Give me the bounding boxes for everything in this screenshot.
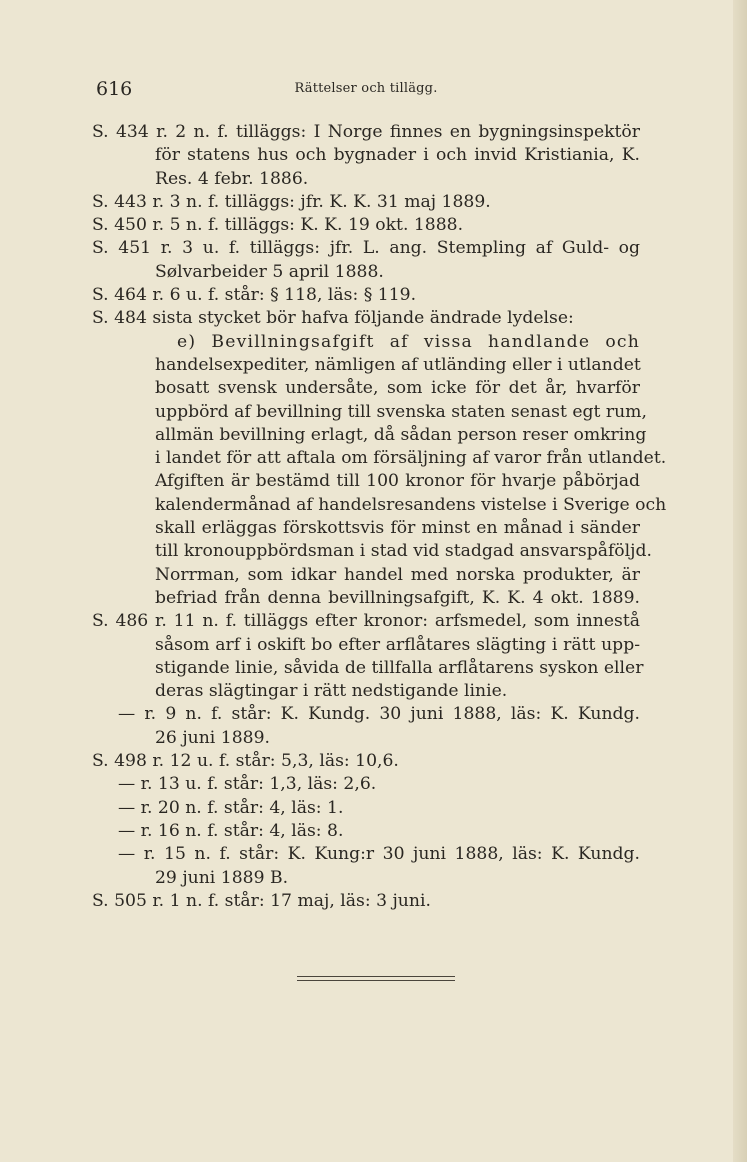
text-line: deras slägtingar i rätt nedstigande linie. xyxy=(155,681,508,702)
text-line: Sølvarbeider 5 april 1888. xyxy=(155,261,384,282)
text-line: Afgiften är bestämd till 100 kronor för hvarje påbörjad xyxy=(155,471,640,492)
text-line: 26 juni 1889. xyxy=(155,727,270,748)
rule-line-top xyxy=(297,976,455,977)
text-line: e) Bevillningsafgift af vissa handlande och xyxy=(177,331,640,352)
text-line: — r. 9 n. f. står: K. Kundg. 30 juni 1888, läs: K. Kundg. xyxy=(118,704,640,725)
text-line: S. 450 r. 5 n. f. tilläggs: K. K. 19 okt. 1888. xyxy=(92,215,464,236)
text-line: S. 505 r. 1 n. f. står: 17 maj, läs: 3 juni. xyxy=(92,890,431,911)
text-line: — r. 20 n. f. står: 4, läs: 1. xyxy=(118,797,344,818)
text-line: S. 434 r. 2 n. f. tilläggs: I Norge finnes en bygningsinspektör xyxy=(92,122,640,142)
text-line: allmän bevillning erlagt, då sådan person reser omkring xyxy=(155,424,647,445)
text-line: handelsexpediter, nämligen af utländing eller i utlandet xyxy=(155,354,641,375)
text-line: 29 juni 1889 B. xyxy=(155,867,289,888)
text-line: S. 498 r. 12 u. f. står: 5,3, läs: 10,6. xyxy=(92,751,399,772)
closing-double-rule xyxy=(297,976,455,984)
page-edge xyxy=(733,0,747,1162)
text-line: S. 464 r. 6 u. f. står: § 118, läs: § 119. xyxy=(92,285,417,306)
text-line: Res. 4 febr. 1886. xyxy=(155,168,309,189)
text-line: stigande linie, såvida de tillfalla arflåtarens syskon eller xyxy=(155,657,644,678)
text-line: Norrman, som idkar handel med norska produkter, är xyxy=(155,564,640,585)
text-line: befriad från denna bevillningsafgift, K. K. 4 okt. 1889. xyxy=(155,587,640,608)
text-line: skall erläggas förskottsvis för minst en månad i sänder xyxy=(155,518,640,539)
text-line: S. 451 r. 3 u. f. tilläggs: jfr. L. ang. Stempling af Guld- og xyxy=(92,238,640,259)
text-line: — r. 16 n. f. står: 4, läs: 8. xyxy=(118,820,344,841)
text-line: uppbörd af bevillning till svenska staten senast egt rum, xyxy=(155,401,647,422)
text-line: bosatt svensk undersåte, som icke för det år, hvarför xyxy=(155,378,640,399)
text-line: S. 484 sista stycket bör hafva följande ändrade lydelse: xyxy=(92,308,574,329)
text-line: för statens hus och bygnader i och invid Kristiania, K. xyxy=(155,145,640,166)
running-title: Rättelser och tillägg. xyxy=(294,81,438,96)
page-number: 616 xyxy=(96,78,133,100)
text-line: kalendermånad af handelsresandens vistelse i Sverige och xyxy=(155,494,667,515)
text-line: till kronouppbördsman i stad vid stadgad ansvarspåföljd. xyxy=(155,541,652,562)
errata-text xyxy=(92,121,667,913)
text-line: — r. 13 u. f. står: 1,3, läs: 2,6. xyxy=(118,774,377,795)
text-line: i landet för att aftala om försäljning af varor från utlandet. xyxy=(155,448,667,469)
text-line: — r. 15 n. f. står: K. Kung:r 30 juni 1888, läs: K. Kundg. xyxy=(118,844,640,865)
text-line: S. 443 r. 3 n. f. tilläggs: jfr. K. K. 31 maj 1889. xyxy=(92,191,491,212)
page-header xyxy=(96,78,636,104)
rule-line-bottom xyxy=(297,980,455,981)
text-line: S. 486 r. 11 n. f. tilläggs efter kronor: arfsmedel, som innestå xyxy=(92,611,640,632)
text-line: såsom arf i oskift bo efter arflåtares slägting i rätt upp- xyxy=(155,634,640,655)
